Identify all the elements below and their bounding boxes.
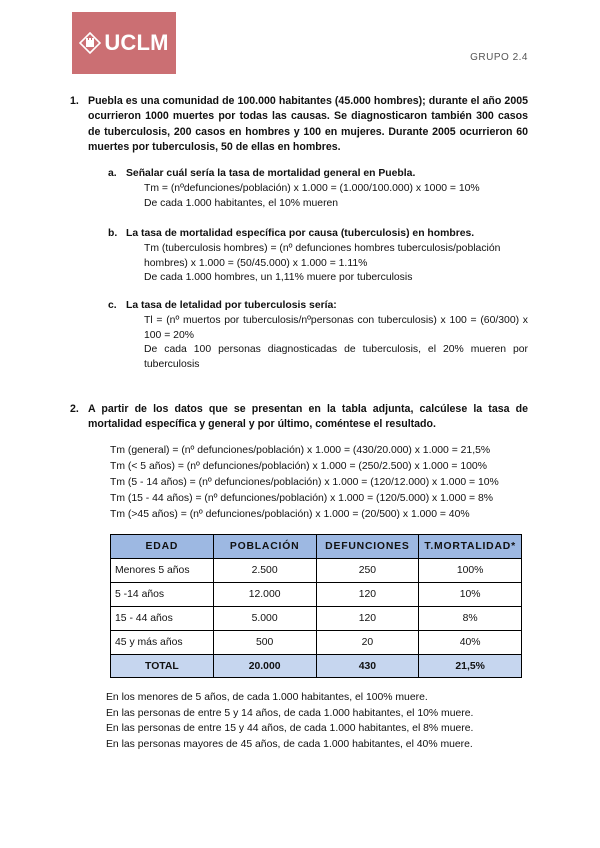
table-row — [111, 631, 522, 655]
table-cell: 100% — [419, 559, 522, 583]
subquestion-heading: La tasa de mortalidad específica por causa (tuberculosis) en hombres. — [126, 228, 475, 239]
table-cell: 45 y más años — [111, 631, 214, 655]
table-row — [111, 559, 522, 583]
table-header-row — [111, 535, 522, 559]
table-cell: 500 — [213, 631, 316, 655]
subquestion-heading: Señalar cuál sería la tasa de mortalidad general en Puebla. — [126, 168, 416, 179]
formula: Tl = (nº muertos por tuberculosis/nºpersonas con tuberculosis) x 100 = (60/300) x 100 = 20% — [144, 314, 528, 341]
uclm-logo — [72, 12, 176, 74]
mortality-table — [110, 534, 522, 678]
castle-emblem-icon — [79, 32, 101, 54]
conclusion-line: En los menores de 5 años, de cada 1.000 habitantes, el 100% muere. — [106, 692, 428, 703]
table-cell: 12.000 — [213, 583, 316, 607]
column-header: POBLACIÓN — [213, 535, 316, 559]
formula: Tm = (nºdefunciones/población) x 1.000 = (1.000/100.000) x 1000 = 10% — [144, 182, 480, 194]
conclusion-line: En las personas mayores de 45 años, de cada 1.000 habitantes, el 40% muere. — [106, 738, 473, 750]
table-cell: 20 — [316, 631, 419, 655]
result: De cada 100 personas diagnosticadas de tuberculosis, el 20% mueren por tuberculosis — [144, 344, 528, 371]
calc-line: Tm (< 5 años) = (nº defunciones/población) x 1.000 = (250/2.500) x 1.000 = 100% — [110, 461, 487, 472]
table-cell: 430 — [316, 655, 419, 678]
result: De cada 1.000 hombres, un 1,11% muere por tuberculosis — [144, 272, 413, 284]
question-2 — [70, 402, 528, 433]
calc-line: Tm (5 - 14 años) = (nº defunciones/población) x 1.000 = (120/12.000) x 1.000 = 10% — [110, 477, 499, 488]
table-row — [111, 583, 522, 607]
group-label: GRUPO 2.4 — [470, 52, 528, 63]
question-1 — [70, 94, 528, 155]
conclusions — [106, 690, 546, 752]
table-cell: 10% — [419, 583, 522, 607]
table-total-row — [111, 655, 522, 678]
subquestion-b — [108, 227, 528, 286]
question-number: 2. — [70, 403, 79, 415]
question-number: 1. — [70, 95, 79, 107]
column-header: T.MORTALIDAD* — [419, 535, 522, 559]
logo-text: UCLM — [104, 30, 169, 55]
table-cell: 20.000 — [213, 655, 316, 678]
table-cell: 40% — [419, 631, 522, 655]
table-cell: 15 - 44 años — [111, 607, 214, 631]
table-cell: 120 — [316, 607, 419, 631]
question-text: Puebla es una comunidad de 100.000 habitantes (45.000 hombres); durante el año 2005 ocurrieron 1000 muertes por todas las causas. Se diagnosticaron también 300 casos de tuberculosis, 200 casos en hombres y 100 en mujeres. Durante 2005 ocurrieron 60 muertes por tuberculosis, 50 de ellas en hombres. — [88, 95, 528, 153]
subquestion-heading: La tasa de letalidad por tuberculosis sería: — [126, 300, 337, 311]
conclusion-line: En las personas de entre 5 y 14 años, de cada 1.000 habitantes, el 10% muere. — [106, 707, 474, 719]
table-row — [111, 607, 522, 631]
subquestion-c — [108, 299, 528, 373]
column-header: EDAD — [111, 535, 214, 559]
subquestion-a — [108, 167, 528, 211]
calc-line: Tm (general) = (nº defunciones/población) x 1.000 = (430/20.000) x 1.000 = 21,5% — [110, 445, 491, 456]
formula: Tm (tuberculosis hombres) = (nº defunciones hombres tuberculosis/población hombres) x 1.000 = (50/45.000) x 1.000 = 1.11% — [144, 242, 501, 269]
calc-line: Tm (>45 años) = (nº defunciones/población) x 1.000 = (20/500) x 1.000 = 40% — [110, 509, 470, 520]
column-header: DEFUNCIONES — [316, 535, 419, 559]
question-text: A partir de los datos que se presentan en la tabla adjunta, calcúlese la tasa de mortalidad específica y general y por último, coméntese el resultado. — [88, 403, 528, 431]
table-cell: 120 — [316, 583, 419, 607]
table-cell: 2.500 — [213, 559, 316, 583]
table-cell: 21,5% — [419, 655, 522, 678]
subquestion-label: c. — [108, 300, 117, 311]
table-cell: 5 -14 años — [111, 583, 214, 607]
table-cell: 8% — [419, 607, 522, 631]
result: De cada 1.000 habitantes, el 10% mueren — [144, 197, 339, 209]
calculations — [110, 443, 550, 523]
calc-line: Tm (15 - 44 años) = (nº defunciones/población) x 1.000 = (120/5.000) x 1.000 = 8% — [110, 493, 493, 504]
subquestion-label: b. — [108, 228, 118, 239]
table-cell: TOTAL — [111, 655, 214, 678]
subquestion-label: a. — [108, 168, 117, 179]
table-cell: 5.000 — [213, 607, 316, 631]
table-cell: 250 — [316, 559, 419, 583]
conclusion-line: En las personas de entre 15 y 44 años, de cada 1.000 habitantes, el 8% muere. — [106, 723, 474, 735]
table-cell: Menores 5 años — [111, 559, 214, 583]
